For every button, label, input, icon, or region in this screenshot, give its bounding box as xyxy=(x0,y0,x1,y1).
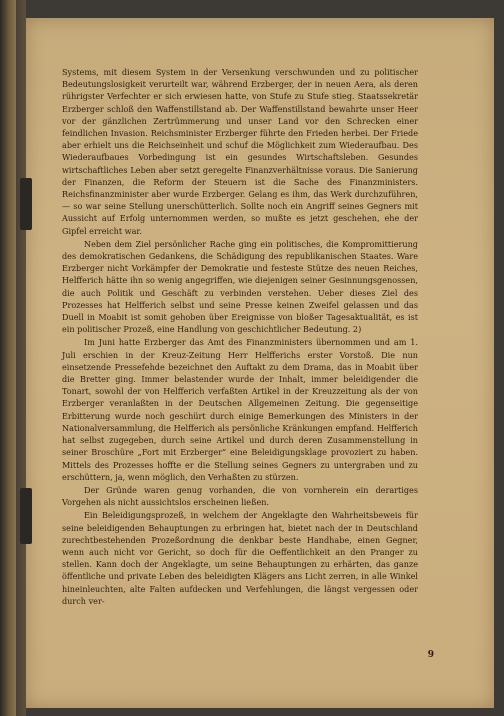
paragraph-5: Ein Beleidigungsprozeß, in welchem der Angeklagte den Wahrheitsbeweis für seine beleidigenden Behauptungen zu erbringen hat, bietet nach der in Deutschland zurechtbestehenden Prozeßordnung die denkbar beste Handhabe, einen Gegner, wenn auch nicht vor Gericht, so doch für die Oeffentlichkeit an den Pranger zu stellen. Kann doch der Angeklagte, um seine Behauptungen zu erhärten, das ganze öffentliche und private Leben des beleidigten Klägers ans Licht zerren, in alle Winkel hineinleuchten, alte Falten aufdecken und Verfehlungen, die längst vergessen oder durch ver- xyxy=(62,510,418,606)
page-number: 9 xyxy=(427,650,434,660)
paragraph-4: Der Gründe waren genug vorhanden, die von vornherein ein derartiges Vorgehen als nicht aussichtslos erscheinen ließen. xyxy=(62,484,418,508)
body-text xyxy=(62,66,418,607)
paragraph-2: Neben dem Ziel persönlicher Rache ging ein politisches, die Kompromittierung des demokratischen Gedankens, die Schädigung des republikanischen Staates. Ware Erzberger nicht Vorkämpfer der Demokratie und festeste Stütze des neuen Reiches, Helfferich hätte ihn so wenig angegriffen, wie diejenigen seiner Gesinnungsgenossen, die auch Politik und Geschäft zu verbinden verstehen. Ueber dieses Ziel des Prozesses hat Helfferich selbst und seine Presse keinen Zweifel gelassen und das Duell in Moabit ist somit gehoben über Ereignisse von bloßer Tagesaktualität, es ist ein politischer Prozeß, eine Handlung von geschichtlicher Bedeutung. 2) xyxy=(62,238,418,335)
cover-edge xyxy=(0,0,16,716)
paragraph-3: Im Juni hatte Erzberger das Amt des Finanzministers übernommen und am 1. Juli erschien in der Kreuz-Zeitung Herr Helfferichs erster Vorstoß. Die nun einsetzende Pressefehde bezeichnet den Auftakt zu dem Drama, das in Moabit über die Bretter ging. Immer belastender wurde der Inhalt, immer beleidigender die Tonart, sowohl der von Helfferich verfaßten Artikel in der Kreuzzeitung als der von Erzberger veranlaßten in der Deutschen Allgemeinen Zeitung. Die gegenseitige Erbitterung wurde noch geschürt durch einige Bemerkungen des Ministers in der Nationalversammlung, die Helfferich als persönliche Kränkungen empfand. Helfferich hat selbst zugegeben, durch seine Artikel und durch deren Zusammenstellung in seiner Broschüre „Fort mit Erzberger“ eine Beleidigungsklage provoziert zu haben. Mittels des Prozesses hoffte er die Stellung seines Gegners zu untergraben und zu erschüttern, ja, wenn möglich, den Verhaßten zu stürzen. xyxy=(62,337,418,482)
staple-top xyxy=(20,178,32,230)
binding-edge xyxy=(16,0,26,716)
paragraph-1: Systems, mit diesem System in der Versenkung verschwunden und zu politischer Bedeutungslosigkeit verurteilt war, während Erzberger, der in neuen Aera, als deren rührigster Verfechter er sich erwiesen hatte, von Stufe zu Stufe stieg. Staatssekretär Erzberger schloß den Waffenstillstand ab. Der Waffenstillstand bewahrte unser Heer vor der gänzlichen Zertrümmerung und unser Land vor den Schrecken einer feindlichen Invasion. Reichsminister Erzberger führte den Frieden herbei. Der Friede aber erhielt uns die Reichseinheit und schuf die Möglichkeit zum Wiederaufbau. Des Wiederaufbaues Vorbedingung ist ein gesundes Wirtschaftsleben. Gesundes wirtschaftliches Leben aber setzt geregelte Finanzverhältnisse voraus. Die Sanierung der Finanzen, die Reform der Steuern ist die Sache des Finanzministers. Reichsfinanzminister aber wurde Erzberger. Gelang es ihm, das Werk durchzuführen, — so war seine Stellung unerschütterlich. Sollte noch ein Angriff seines Gegners mit Aussicht auf Erfolg unternommen werden, so mußte es jetzt geschehen, ehe der Gipfel erreicht war. xyxy=(62,67,418,236)
staple-bottom xyxy=(20,488,32,544)
